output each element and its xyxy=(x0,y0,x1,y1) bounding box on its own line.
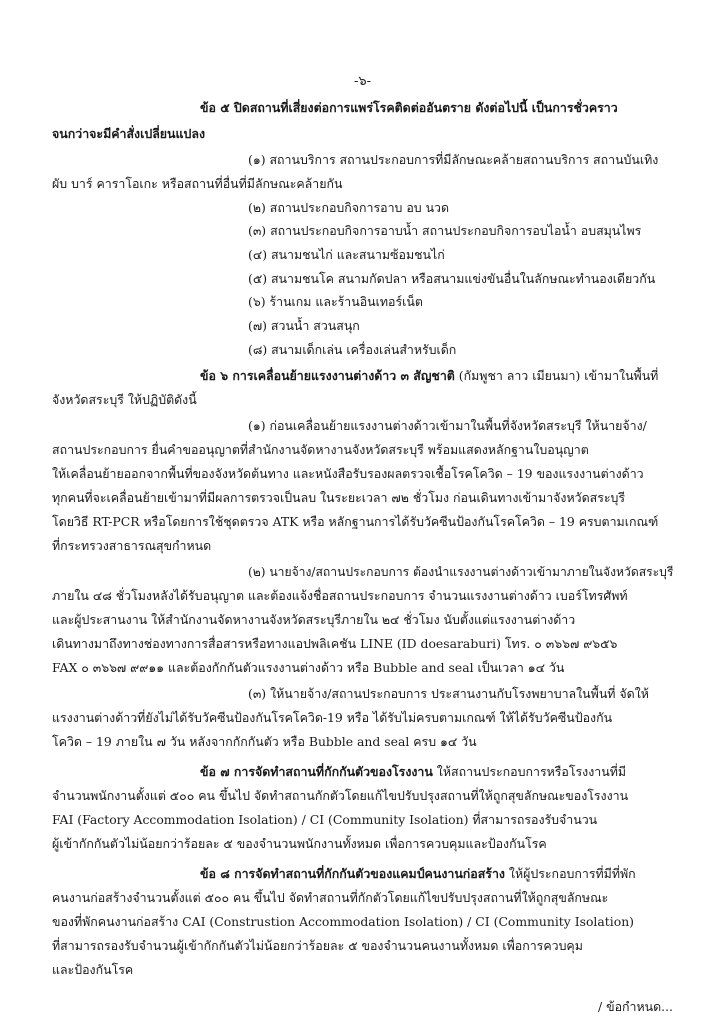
section-7-line: FAI (Factory Accommodation Isolation) / CI (Community Isolation) ที่สามารถรองรับจำนวน xyxy=(52,812,598,827)
section-6-line: FAX ๐ ๓๖๖๗ ๙๙๑๑ และต้องกักกันตัวแรงงานต่างด้าว หรือ Bubble and seal เป็นเวลา ๑๔ วัน xyxy=(52,660,565,675)
section-6-line: โดยวิธี RT-PCR หรือโดยการใช้ชุดตรวจ ATK หรือ หลักฐานการได้รับวัคซีนป้องกันโรคโควิด – 19 ครบตามเกณฑ์ xyxy=(52,514,659,529)
section-5-heading: ข้อ ๕ ปิดสถานที่เสี่ยงต่อการแพร่โรคติดต่ออันตราย ดังต่อไปนี้ เป็นการชั่วคราว xyxy=(200,100,618,115)
section-6-line: ที่กระทรวงสาธารณสุขกำหนด xyxy=(52,538,212,553)
section-6-line: ทุกคนที่จะเคลื่อนย้ายเข้ามาที่มีผลการตรวจเป็นลบ ในระยะเวลา ๗๒ ชั่วโมง ก่อนเดินทางเข้ามาจังหวัดสระบุรี xyxy=(52,490,626,505)
continuation-note: / ข้อกำหนด... xyxy=(598,999,673,1014)
section-6-line: ภายใน ๔๘ ชั่วโมงหลังได้รับอนุญาต และต้องแจ้งชื่อสถานประกอบการ จำนวนแรงงานต่างด้าว เบอร์โทรศัพท์ xyxy=(52,588,628,603)
section-5-item-5: (๕) สนามชนโค สนามกัดปลา หรือสนามแข่งขันอื่นในลักษณะทำนองเดียวกัน xyxy=(248,271,656,286)
section-8-line: และป้องกันโรค xyxy=(52,962,134,977)
section-5-item-2: (๒) สถานประกอบกิจการอาบ อบ นวด xyxy=(248,200,450,215)
section-8-heading-rest: ให้ผู้ประกอบการที่มีที่พัก xyxy=(504,866,636,881)
section-6-line: และผู้ประสานงาน ให้สำนักงานจัดหางานจังหวัดสระบุรีภายใน ๒๔ ชั่วโมง นับตั้งแต่แรงงานต่างด้าว xyxy=(52,612,576,627)
section-7-line: ผู้เข้ากักกันตัวไม่น้อยกว่าร้อยละ ๕ ของจำนวนพนักงานทั้งหมด เพื่อการควบคุมและป้องกันโรค xyxy=(52,836,547,851)
section-5-heading-cont: จนกว่าจะมีคำสั่งเปลี่ยนแปลง xyxy=(52,126,206,141)
section-6-line: (๑) ก่อนเคลื่อนย้ายแรงงานต่างด้าวเข้ามาในพื้นที่จังหวัดสระบุรี ให้นายจ้าง/ xyxy=(248,418,647,433)
section-8-heading xyxy=(200,865,636,883)
section-5-item-3: (๓) สถานประกอบกิจการอาบน้ำ สถานประกอบกิจการอบไอน้ำ อบสมุนไพร xyxy=(248,223,642,238)
section-7-heading xyxy=(200,763,626,781)
section-6-line: (๒) นายจ้าง/สถานประกอบการ ต้องนำแรงงานต่างด้าวเข้ามาภายในจังหวัดสระบุรี xyxy=(248,565,674,579)
section-7-line: จำนวนพนักงานตั้งแต่ ๕๐๐ คน ขึ้นไป จัดทำสถานกักตัวโดยแก้ไขปรับปรุงสถานที่ให้ถูกสุขลักษณะของโรงงาน xyxy=(52,788,629,803)
section-5-item-1: (๑) สถานบริการ สถานประกอบการที่มีลักษณะคล้ายสถานบริการ สถานบันเทิง xyxy=(248,152,659,167)
section-5-item-8: (๘) สนามเด็กเล่น เครื่องเล่นสำหรับเด็ก xyxy=(248,342,457,357)
section-7-heading-bold: ข้อ ๗ การจัดทำสถานที่กักกันตัวของโรงงาน xyxy=(200,764,433,779)
section-6-line: แรงงานต่างด้าวที่ยังไม่ได้รับวัคซีนป้องกันโรคโควิด-19 หรือ ได้รับไม่ครบตามเกณฑ์ ให้ได้รับวัคซีนป้องกัน xyxy=(52,710,613,725)
page-number: -๖- xyxy=(353,74,372,89)
section-6-line: โควิด – 19 ภายใน ๗ วัน หลังจากกักกันตัว หรือ Bubble and seal ครบ ๑๔ วัน xyxy=(52,734,477,749)
section-6-heading-cont: จังหวัดสระบุรี ให้ปฏิบัติดังนี้ xyxy=(52,392,197,407)
section-8-line: ของที่พักคนงานก่อสร้าง CAI (Construstion Accommodation Isolation) / CI (Community Isolation) xyxy=(52,914,635,929)
section-6-line: สถานประกอบการ ยื่นคำขออนุญาตที่สำนักงานจัดหางานจังหวัดสระบุรี พร้อมแสดงหลักฐานใบอนุญาต xyxy=(52,442,589,457)
section-7-heading-rest: ให้สถานประกอบการหรือโรงงานที่มี xyxy=(432,764,627,779)
section-6-line: เดินทางมาถึงทางช่องทางการสื่อสารหรือทางแอปพลิเคชัน LINE (ID doesaraburi) โทร. ๐ ๓๖๖๗ ๙๖๕๖ xyxy=(52,636,618,651)
section-8-line: ที่สามารถรองรับจำนวนผู้เข้ากักกันตัวไม่น้อยกว่าร้อยละ ๕ ของจำนวนคนงานทั้งหมด เพื่อการควบคุม xyxy=(52,938,583,953)
section-5-item-4: (๔) สนามชนไก่ และสนามซ้อมชนไก่ xyxy=(248,247,445,262)
section-6-line: (๓) ให้นายจ้าง/สถานประกอบการ ประสานงานกับโรงพยาบาลในพื้นที่ จัดให้ xyxy=(248,686,649,701)
section-6-heading-rest: (กัมพูชา ลาว เมียนมา) เข้ามาในพื้นที่ xyxy=(454,368,659,383)
section-5-item-6: (๖) ร้านเกม และร้านอินเทอร์เน็ต xyxy=(248,294,423,309)
section-8-line: คนงานก่อสร้างจำนวนตั้งแต่ ๕๐๐ คน ขึ้นไป จัดทำสถานที่กักตัวโดยแก้ไขปรับปรุงสถานที่ให้ถูกสุขลักษณะ xyxy=(52,890,609,905)
section-6-heading xyxy=(200,367,658,385)
section-8-heading-bold: ข้อ ๘ การจัดทำสถานที่กักกันตัวของแคมป์คนงานก่อสร้าง xyxy=(200,866,505,881)
section-5-item-1-cont: ผับ บาร์ คาราโอเกะ หรือสถานที่อื่นที่มีลักษณะคล้ายกัน xyxy=(52,176,343,191)
section-5-item-7: (๗) สวนน้ำ สวนสนุก xyxy=(248,318,360,333)
section-6-heading-bold: ข้อ ๖ การเคลื่อนย้ายแรงงานต่างด้าว ๓ สัญชาติ xyxy=(200,368,455,383)
section-6-line: ให้เคลื่อนย้ายออกจากพื้นที่ของจังหวัดต้นทาง และหนังสือรับรองผลตรวจเชื้อโรคโควิด – 19 ของแรงงานต่างด้าว xyxy=(52,466,644,481)
